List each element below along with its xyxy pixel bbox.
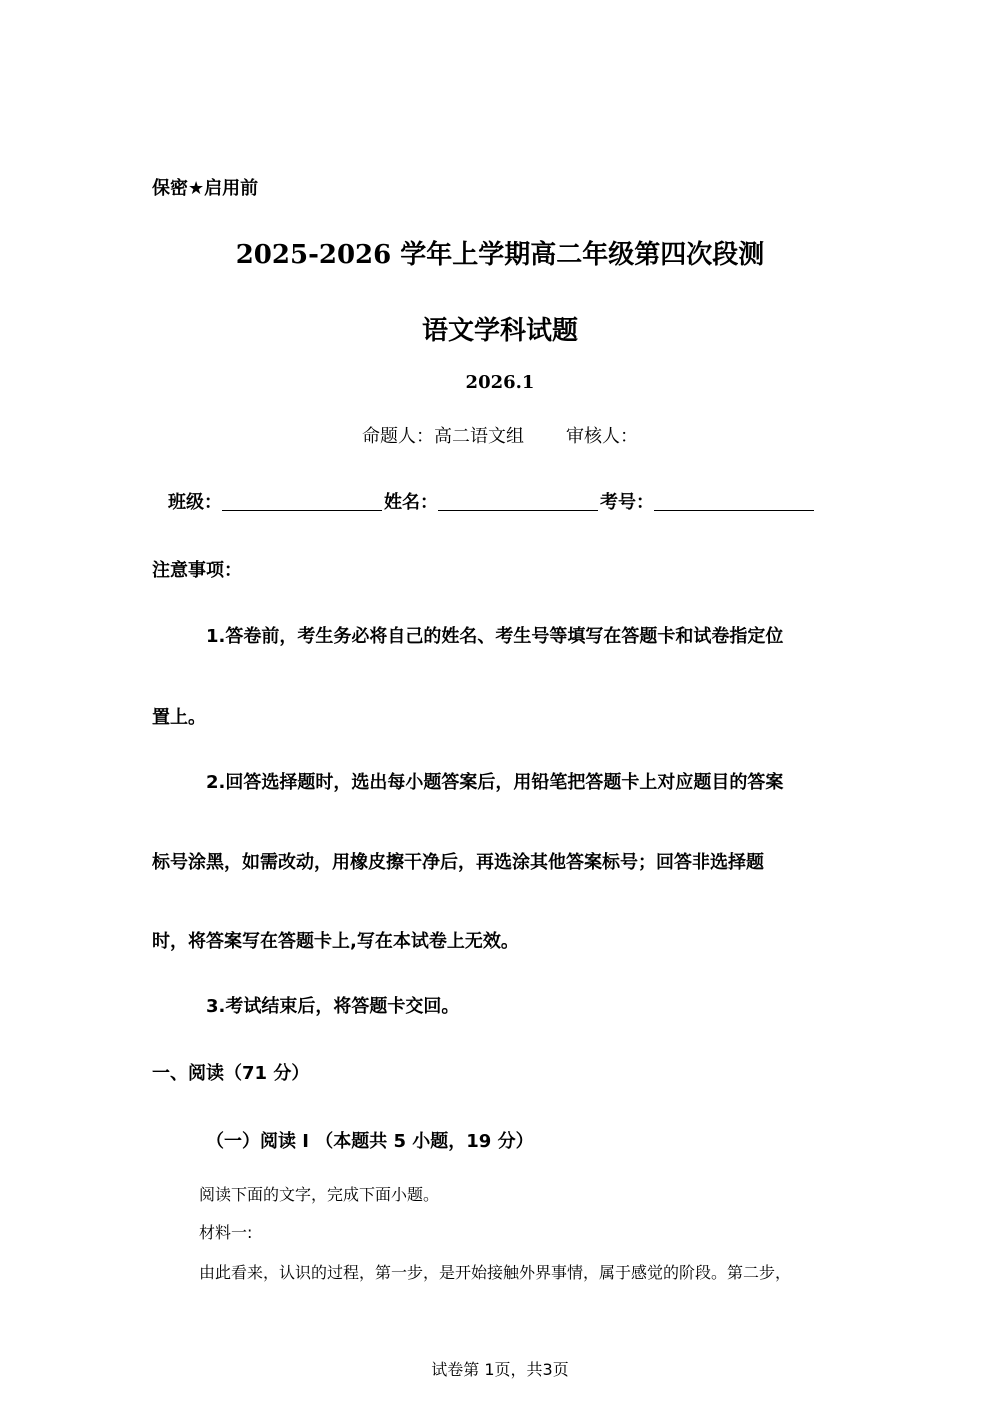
subsection-title: （一）阅读 I （本题共 5 小题，19 分） (206, 1131, 534, 1152)
section-title: 一、阅读（71 分） (152, 1063, 310, 1084)
reviewer-label: 审核人： (566, 426, 638, 447)
material-label: 材料一: (199, 1223, 253, 1242)
material-paragraph: 由此看来，认识的过程，第一步，是开始接触外界事情，属于感觉的阶段。第二步， (199, 1263, 792, 1282)
confidential-mark: 保密★启用前 (152, 178, 259, 199)
notice-item-1-line-2: 置上。 (152, 707, 206, 728)
student-info-row (168, 488, 816, 514)
name-label: 姓名： (384, 492, 438, 513)
author-label: 命题人：高二语文组 (362, 426, 524, 447)
class-blank[interactable] (222, 492, 382, 511)
class-label: 班级： (168, 492, 222, 513)
notice-title: 注意事项： (152, 560, 242, 581)
notice-item-1-line-1: 1.答卷前，考生务必将自己的姓名、考生号等填写在答题卡和试卷指定位 (206, 626, 784, 647)
notice-item-2-line-1: 2.回答选择题时，选出每小题答案后，用铅笔把答题卡上对应题目的答案 (206, 772, 784, 793)
notice-item-2-line-2: 标号涂黑，如需改动，用橡皮擦干净后，再选涂其他答案标号；回答非选择题 (152, 852, 764, 873)
exam-number-blank[interactable] (654, 492, 814, 511)
exam-date: 2026.1 (465, 372, 535, 393)
name-blank[interactable] (438, 492, 598, 511)
notice-item-3: 3.考试结束后，将答题卡交回。 (206, 996, 460, 1017)
notice-item-2-line-3: 时，将答案写在答题卡上,写在本试卷上无效。 (152, 931, 519, 952)
exam-title: 2025-2026 学年上学期高二年级第四次段测 (235, 240, 765, 270)
page-footer: 试卷第 1页，共3页 (431, 1360, 569, 1379)
reading-instruction: 阅读下面的文字，完成下面小题。 (199, 1185, 440, 1204)
exam-number-label: 考号： (600, 492, 654, 513)
author-line (0, 422, 1000, 448)
exam-subject-title: 语文学科试题 (421, 316, 578, 346)
